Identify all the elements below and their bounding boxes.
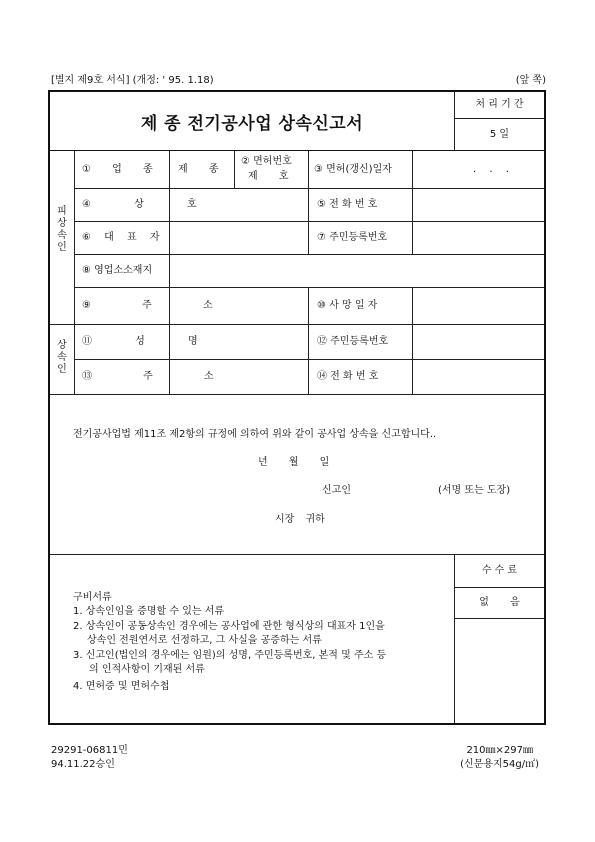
field-4-label: ④ 상 호 — [82, 199, 197, 210]
document-item: 상속인 전원연서로 선정하고, 그 사실을 공증하는 서류 — [87, 635, 322, 646]
declaration-statement: 전기공사업법 제11조 제2항의 규정에 의하여 위와 같이 공사업 상속을 신고합니다.. — [73, 429, 437, 440]
signature-label[interactable]: (서명 또는 도장) — [438, 485, 511, 496]
field-6-label: ⑥ 대 표 자 — [82, 232, 160, 243]
group-heir-label: 상속인 — [57, 340, 67, 375]
document-item: 3. 신고인(법인의 경우에는 임원)의 성명, 주민등록번호, 본적 및 주소 등 — [73, 650, 387, 661]
document-item: 의 인적사항이 기재된 서류 — [89, 664, 205, 675]
field-2-label-line1: ② 면허번호 — [241, 156, 292, 167]
field-3-value[interactable]: . . . — [473, 164, 509, 175]
field-9-label: ⑨ 주 소 — [82, 300, 213, 311]
field-10-label: ⑩ 사 망 일 자 — [317, 300, 378, 311]
document-item: 2. 상속인이 공동상속인 경우에는 공사업에 관한 형식상의 대표자 1인을 — [73, 621, 385, 632]
processing-period-value: 5 일 — [489, 129, 510, 140]
processing-period-label: 처 리 기 간 — [475, 99, 524, 110]
paper-size: 210㎜×297㎜ — [466, 745, 533, 756]
field-11-label: ⑪ 성 명 — [82, 336, 198, 347]
field-12-label: ⑫ 주민등록번호 — [317, 336, 389, 347]
field-7-label: ⑦ 주민등록번호 — [317, 232, 388, 243]
field-3-label: ③ 면허(갱신)일자 — [314, 164, 392, 175]
document-item: 1. 상속인임을 증명할 수 있는 서류 — [73, 606, 225, 617]
field-2-label-line2[interactable]: 제 호 — [248, 171, 289, 182]
date-line[interactable]: 년 월 일 — [258, 457, 330, 468]
document-item: 4. 면허증 및 면허수첩 — [73, 681, 170, 692]
page-side-label: (앞 쪽) — [515, 75, 546, 86]
documents-title: 구비서류 — [73, 592, 112, 603]
field-1-label: ① 업 종 — [82, 164, 153, 175]
fee-label: 수 수 료 — [481, 565, 518, 576]
applicant-label: 신고인 — [322, 485, 351, 496]
field-1-value[interactable]: 제 종 — [178, 164, 219, 175]
fee-value: 없 음 — [479, 597, 520, 608]
field-13-label: ⑬ 주 소 — [82, 371, 214, 382]
approval-date: 94.11.22승인 — [51, 759, 115, 770]
paper-type: (신문용지54g/㎡) — [460, 759, 539, 770]
field-5-label: ⑤ 전 화 번 호 — [317, 199, 378, 210]
form-title: 제 종 전기공사업 상속신고서 — [140, 114, 364, 134]
addressee-label: 시장 귀하 — [275, 514, 325, 525]
form-code: 29291-06811민 — [51, 745, 128, 756]
field-14-label: ⑭ 전 화 번 호 — [317, 371, 379, 382]
group-deceased-label: 피상속인 — [57, 206, 67, 253]
form-number-label: [별지 제9호 서식] (개정: ' 95. 1.18) — [51, 75, 214, 86]
field-8-label: ⑧ 영업소소재지 — [82, 265, 153, 276]
